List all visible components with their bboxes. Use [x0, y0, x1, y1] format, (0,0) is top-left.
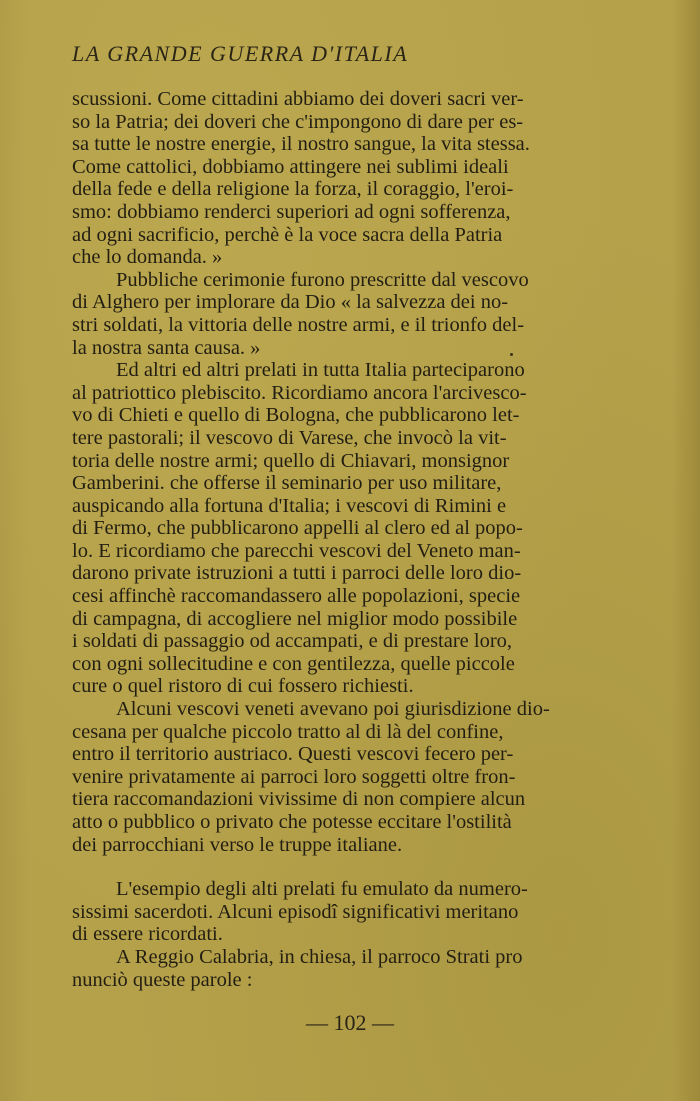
section-gap — [72, 856, 660, 878]
paragraph-1: scussioni. Come cittadini abbiamo dei doveri sacri ver- so la Patria; dei doveri che c'impongono di dare per es- sa tutte le nostre energie, il nostro sangue, la vita stessa. Come cattolici, dobbiamo attingere nei sublimi ideali della fede e della religione la forza, il coraggio, l'eroi- smo: dobbiamo renderci superiori ad ogni sofferenza, ad ogni sacrificio, perchè è la voce sacra della Patria che lo domanda. » — [72, 88, 530, 269]
ink-speck — [510, 353, 513, 356]
page-number: — 102 — — [306, 1010, 394, 1035]
paragraph-2: Pubbliche cerimonie furono prescritte dal vescovo di Alghero per implorare da Dio « la salvezza dei no- stri soldati, la vittoria delle nostre armi, e il trionfo del- la nostra santa causa. » — [72, 268, 529, 359]
paragraph-3: Ed altri ed altri prelati in tutta Italia parteciparono al patriottico plebiscito. Ricordiamo ancora l'arcivesco- vo di Chieti e quello di Bologna, che pubblicarono let- tere pastorali; il vescovo di Varese, che invocò la vit- toria delle nostre armi; quello di Chiavari, monsignor Gamberini. che offerse il seminario per uso militare, auspicando alla fortuna d'Italia; i vescovi di Rimini e di Fermo, che pubblicarono appelli al clero ed al popo- lo. E ricordiamo che parecchi vescovi del Veneto man- darono private istruzioni a tutti i parroci delle loro dio- cesi affinchè raccomandassero alle popolazioni, specie di campagna, di accogliere nel miglior modo possibile i soldati di passaggio od accampati, e di prestare loro, con ogni sollecitudine e con gentilezza, quelle piccole cure o quel ristoro di cui fossero richiesti. — [72, 359, 527, 698]
body-text — [72, 88, 660, 991]
paragraph-4: Alcuni vescovi veneti avevano poi giurisdizione dio- cesana per qualche piccolo tratto al di là del confine, entro il territorio austriaco. Questi vescovi fecero per- venire privatamente ai parroci loro soggetti oltre fron- tiera raccomandazioni vivissime di non compiere alcun atto o pubblico o privato che potesse eccitare l'ostilità dei parrocchiani verso le truppe italiane. — [72, 698, 550, 856]
paragraph-6: A Reggio Calabria, in chiesa, il parroco Strati pro nunciò queste parole : — [72, 945, 523, 991]
paragraph-5: L'esempio degli alti prelati fu emulato da numero- sissimi sacerdoti. Alcuni episodî significativi meritano di essere ricordati. — [72, 878, 528, 946]
running-header: LA GRANDE GUERRA D'ITALIA — [72, 41, 409, 66]
